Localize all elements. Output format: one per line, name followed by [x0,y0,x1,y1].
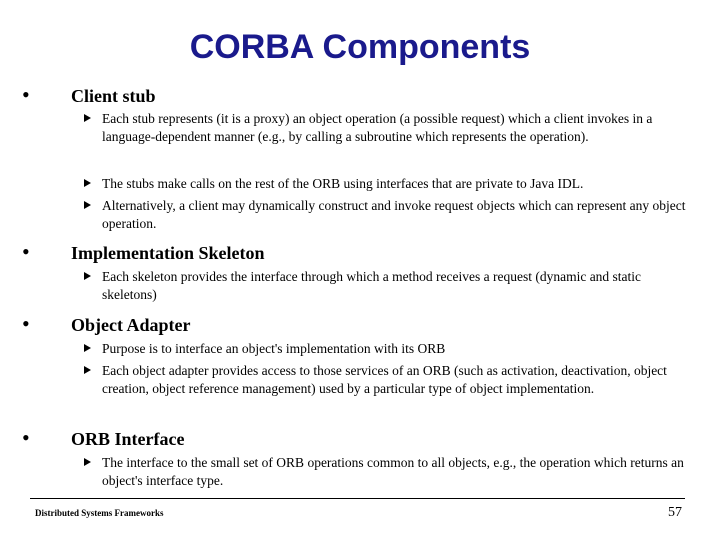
orb-interface-item-1: The interface to the small set of ORB operations common to all objects, e.g., the operation which returns an object's interface type. [102,455,684,488]
section-heading-orb-interface: ORB Interface [71,429,185,449]
section-heading-client-stub: Client stub [71,86,156,106]
triangle-bullet-icon [84,179,91,187]
client-stub-item-2: The stubs make calls on the rest of the ORB using interfaces that are private to Java IDL. [102,176,584,191]
triangle-bullet-icon [84,458,91,466]
triangle-bullet-icon [84,272,91,280]
client-stub-item-3: Alternatively, a client may dynamically construct and invoke request objects which can represent any object operation. [102,198,686,231]
footer-divider [30,498,685,499]
triangle-bullet-icon [84,114,91,122]
footer-label: Distributed Systems Frameworks [35,508,164,518]
slide-title: CORBA Components [189,28,531,66]
implementation-skeleton-item-1: Each skeleton provides the interface through which a method receives a request (dynamic and static skeletons) [102,269,642,302]
triangle-bullet-icon [84,201,91,209]
section-heading-implementation-skeleton: Implementation Skeleton [71,243,265,263]
client-stub-item-1: Each stub represents (it is a proxy) an object operation (a possible request) which a client invokes in a language-dependent manner (e.g., by calling a subroutine which represents the operation). [102,111,653,144]
bullet-dot: • [22,425,30,450]
bullet-dot: • [22,311,30,336]
bullet-dot: • [22,82,30,107]
triangle-bullet-icon [84,366,91,374]
section-heading-object-adapter: Object Adapter [71,315,191,335]
triangle-bullet-icon [84,344,91,352]
object-adapter-item-1: Purpose is to interface an object's implementation with its ORB [102,341,446,356]
page-number: 57 [668,505,682,520]
bullet-dot: • [22,239,30,264]
object-adapter-item-2: Each object adapter provides access to those services of an ORB (such as activation, deactivation, object creation, object reference management) used by a particular type of object implementation. [102,363,667,396]
